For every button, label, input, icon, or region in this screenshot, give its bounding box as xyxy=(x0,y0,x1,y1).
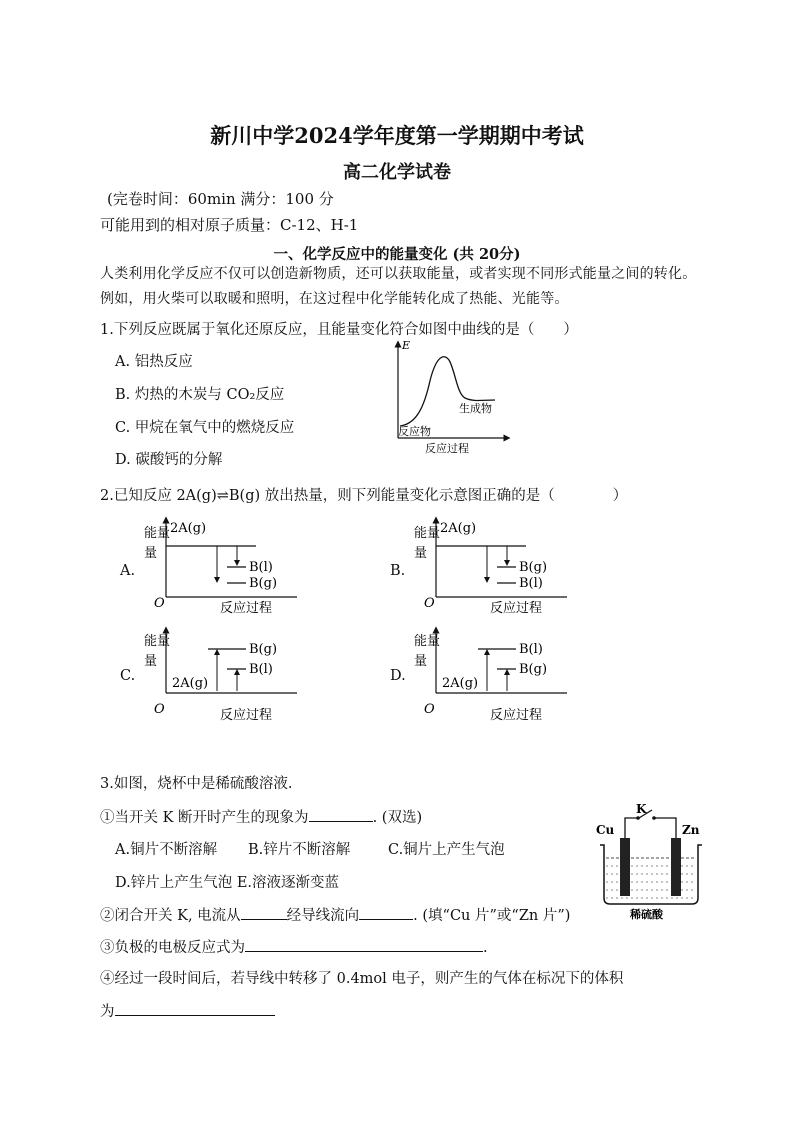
q3-option-c[interactable]: C.铜片上产生气泡 xyxy=(388,842,505,858)
question-3-stem: 3.如图，烧杯中是稀硫酸溶液. xyxy=(100,776,293,792)
q1-graph-reactant-label: 反应物 xyxy=(398,425,431,438)
exam-info: (完卷时间：60min 满分：100 分 xyxy=(107,190,334,208)
q3-p3-tail: . xyxy=(483,940,488,956)
level-l1-label: B(g) xyxy=(519,560,548,575)
q3-option-b[interactable]: B.锌片不断溶解 xyxy=(248,842,351,858)
q3-option-a[interactable]: A.铜片不断溶解 xyxy=(115,842,218,858)
q1-option-c[interactable]: C. 甲烷在氧气中的燃烧反应 xyxy=(115,420,295,436)
svg-text:量: 量 xyxy=(144,654,158,669)
svg-text:量: 量 xyxy=(414,654,428,669)
q3-part-4-answer xyxy=(100,999,275,1021)
q3-p2-text-b: 经导线流向 xyxy=(286,908,360,924)
q3-p4-blank[interactable] xyxy=(115,999,275,1016)
level-l1-label: B(l) xyxy=(249,560,273,575)
q3-part-1 xyxy=(100,805,422,827)
level-2a-label: 2A(g) xyxy=(440,521,477,536)
solution-label: 稀硫酸 xyxy=(630,908,663,920)
axis-x-label: 反应过程 xyxy=(220,708,273,723)
level-l1-label: B(g) xyxy=(249,642,278,657)
zn-electrode xyxy=(671,838,681,896)
level-l2-label: B(l) xyxy=(519,576,543,591)
level-l2-label: B(g) xyxy=(519,662,548,677)
q1-option-b[interactable]: B. 灼热的木炭与 CO₂反应 xyxy=(115,387,285,403)
q2-option-c-letter[interactable]: C. xyxy=(120,668,136,684)
q3-p1-blank[interactable] xyxy=(309,805,373,822)
q3-p3-blank[interactable] xyxy=(245,935,483,952)
origin-label: O xyxy=(154,702,165,717)
q3-options-de[interactable]: D.锌片上产生气泡 E.溶液逐渐变蓝 xyxy=(115,875,340,891)
zn-electrode-label: Zn xyxy=(682,823,700,837)
beaker xyxy=(600,845,702,904)
q3-p2-text-c: . (填“Cu 片”或“Zn 片”) xyxy=(413,908,571,924)
axis-x-label: 反应过程 xyxy=(490,601,543,616)
origin-label: O xyxy=(154,596,165,611)
q3-part-4: ④经过一段时间后，若导线中转移了 0.4mol 电子，则产生的气体在标况下的体积 xyxy=(100,971,624,987)
svg-text:量: 量 xyxy=(414,546,428,561)
q2-option-b-letter[interactable]: B. xyxy=(390,563,406,579)
q3-part-2 xyxy=(100,903,570,925)
q3-part-3 xyxy=(100,935,488,957)
atomic-mass-note: 可能用到的相对原子质量：C-12、H-1 xyxy=(100,216,359,234)
q1-graph-product-label: 生成物 xyxy=(459,402,492,415)
section-title: 一、化学反应中的能量变化 (共 20分) xyxy=(273,246,521,263)
axis-x-label: 反应过程 xyxy=(220,601,273,616)
q1-option-a[interactable]: A. 铝热反应 xyxy=(115,354,193,370)
q3-p2-text-a: ②闭合开关 K, 电流从 xyxy=(100,908,241,924)
q2-diagram-c[interactable] xyxy=(142,625,302,725)
origin-label: O xyxy=(424,596,435,611)
galvanic-cell-diagram xyxy=(592,800,712,920)
question-1-stem: 1.下列反应既属于氧化还原反应，且能量变化符合如图中曲线的是（ ） xyxy=(100,322,578,338)
q3-p3-text: ③负极的电极反应式为 xyxy=(100,940,245,956)
q3-p1-tail: . (双选) xyxy=(372,810,423,826)
switch-k-label: K xyxy=(636,802,647,816)
exam-subtitle: 高二化学试卷 xyxy=(343,162,451,183)
q3-p2-blank-2[interactable] xyxy=(359,903,413,920)
q3-p2-blank-1[interactable] xyxy=(241,903,287,920)
question-2-stem: 2.已知反应 2A(g)⇌B(g) 放出热量，则下列能量变化示意图正确的是（ ） xyxy=(100,488,628,504)
axis-x-label: 反应过程 xyxy=(490,708,543,723)
q1-graph-x-label: 反应过程 xyxy=(425,442,469,455)
svg-text:量: 量 xyxy=(144,546,158,561)
axis-y-label: 能量 xyxy=(414,634,441,649)
q2-diagram-b[interactable] xyxy=(412,515,572,619)
q2-option-d-letter[interactable]: D. xyxy=(390,668,406,684)
q3-p1-text: ①当开关 K 断开时产生的现象为 xyxy=(100,810,309,826)
level-2a-label: 2A(g) xyxy=(172,676,209,691)
section-intro: 人类利用化学反应不仅可以创造新物质，还可以获取能量，或者实现不同形式能量之间的转化。例如，用火柴可以取暖和照明，在这过程中化学能转化成了热能、光能等。 xyxy=(100,266,697,307)
level-l1-label: B(l) xyxy=(519,642,543,657)
q1-energy-graph xyxy=(385,340,515,460)
level-2a-label: 2A(g) xyxy=(170,521,207,536)
axis-y-label: 能量 xyxy=(414,526,441,541)
cu-electrode-label: Cu xyxy=(596,823,615,837)
q3-p4-text-b: 为 xyxy=(100,1004,115,1020)
level-2a-label: 2A(g) xyxy=(442,676,479,691)
q2-diagram-d[interactable] xyxy=(412,625,572,725)
exam-title: 新川中学2024学年度第一学期期中考试 xyxy=(210,123,584,148)
q1-option-d[interactable]: D. 碳酸钙的分解 xyxy=(115,452,223,468)
level-l2-label: B(g) xyxy=(249,576,278,591)
cu-electrode xyxy=(620,838,630,896)
q2-diagram-a[interactable] xyxy=(142,515,302,619)
q1-graph-y-label: E xyxy=(402,340,411,352)
origin-label: O xyxy=(424,702,435,717)
axis-y-label: 能量 xyxy=(144,526,171,541)
axis-y-label: 能量 xyxy=(144,634,171,649)
q2-option-a-letter[interactable]: A. xyxy=(120,563,136,579)
level-l2-label: B(l) xyxy=(249,662,273,677)
